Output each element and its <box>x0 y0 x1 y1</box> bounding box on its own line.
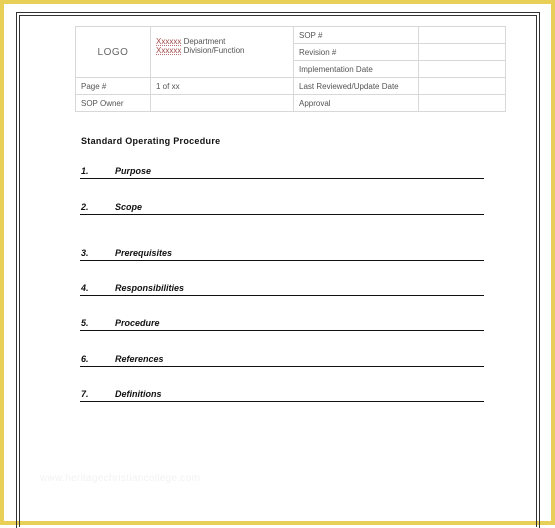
division-prefix: Xxxxxx <box>156 46 182 55</box>
section-scope <box>80 202 484 215</box>
sop-owner-value[interactable] <box>151 95 294 112</box>
document-title: Standard Operating Procedure <box>81 136 221 146</box>
section-definitions <box>80 389 484 402</box>
section-number: 5. <box>81 318 89 328</box>
division-line <box>156 46 288 55</box>
section-number: 6. <box>81 354 89 364</box>
section-prerequisites <box>80 248 484 261</box>
sop-number-value[interactable] <box>419 27 506 44</box>
section-heading: Responsibilities <box>115 283 185 293</box>
department-line <box>156 37 288 46</box>
page-value: 1 of xx <box>151 78 294 95</box>
section-number: 2. <box>81 202 89 212</box>
section-heading: Procedure <box>115 318 160 328</box>
sop-header-table <box>75 26 506 112</box>
division-label: Division/Function <box>183 46 245 55</box>
sop-number-label: SOP # <box>294 27 419 44</box>
watermark-text: www.heritagechristiancollege.com <box>40 473 201 484</box>
sop-owner-label: SOP Owner <box>76 95 151 112</box>
section-number: 1. <box>81 166 89 176</box>
last-reviewed-label: Last Reviewed/Update Date <box>294 78 419 95</box>
approval-value[interactable] <box>419 95 506 112</box>
revision-value[interactable] <box>419 44 506 61</box>
section-heading: Prerequisites <box>115 248 173 258</box>
section-responsibilities <box>80 283 484 296</box>
section-number: 7. <box>81 389 89 399</box>
last-reviewed-value[interactable] <box>419 78 506 95</box>
section-heading: Scope <box>115 202 143 212</box>
section-purpose <box>80 166 484 179</box>
implementation-date-label: Implementation Date <box>294 61 419 78</box>
department-label: Department <box>183 37 226 46</box>
section-heading: Purpose <box>115 166 152 176</box>
section-number: 3. <box>81 248 89 258</box>
page-label: Page # <box>76 78 151 95</box>
section-heading: References <box>115 354 164 364</box>
logo-placeholder: LOGO <box>76 27 151 78</box>
revision-label: Revision # <box>294 44 419 61</box>
section-references <box>80 354 484 367</box>
section-procedure <box>80 318 484 331</box>
approval-label: Approval <box>294 95 419 112</box>
department-cell <box>151 27 294 78</box>
section-heading: Definitions <box>115 389 162 399</box>
department-prefix: Xxxxxx <box>156 37 182 46</box>
implementation-date-value[interactable] <box>419 61 506 78</box>
section-number: 4. <box>81 283 89 293</box>
